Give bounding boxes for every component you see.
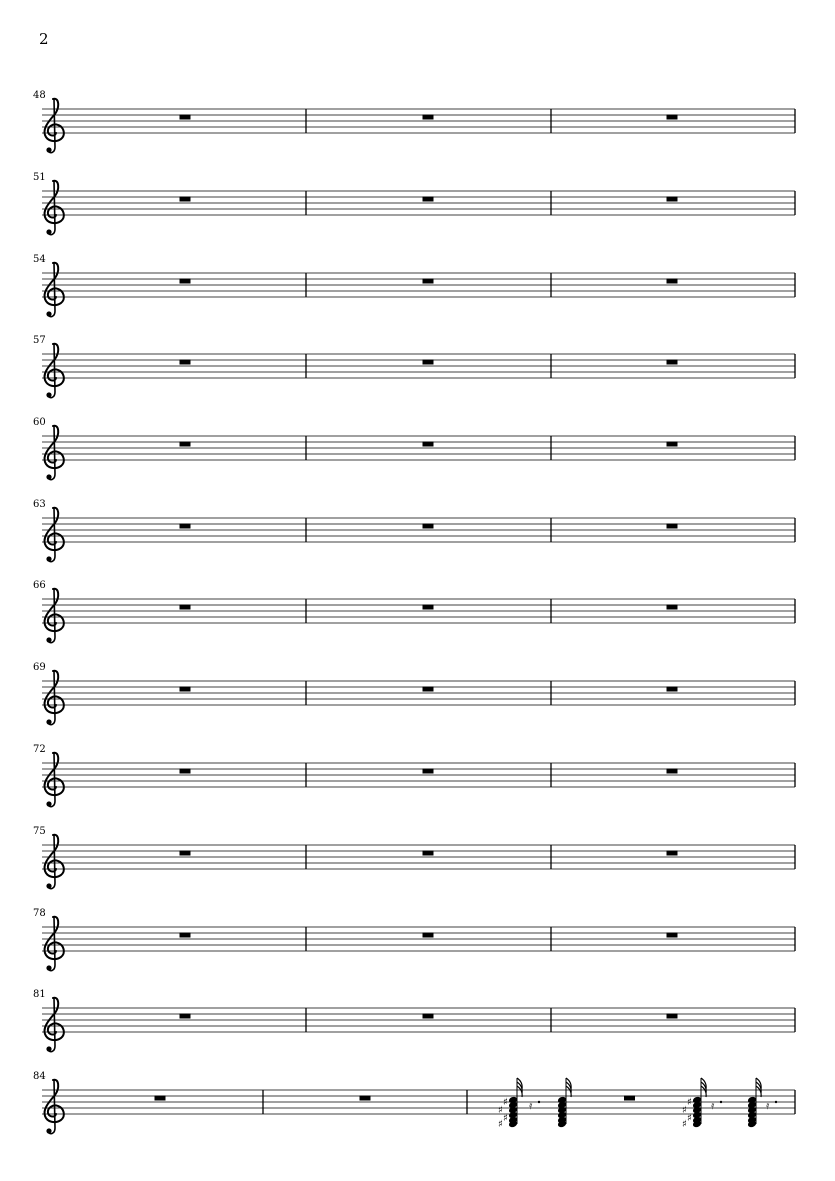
whole-rest [423,524,434,529]
whole-rest [180,197,191,202]
whole-rest [423,851,434,856]
measure-number: 75 [33,826,46,837]
whole-rest [180,605,191,610]
whole-rest [423,605,434,610]
treble-clef-icon [44,998,63,1052]
measure-number: 66 [33,580,46,591]
staff-system [33,826,795,889]
whole-rest [667,1014,678,1019]
treble-clef-icon [44,753,63,807]
whole-rest [180,687,191,692]
chord-group [498,1078,777,1130]
whole-rest [155,1096,166,1101]
treble-clef-icon [44,671,63,725]
whole-rest [423,1014,434,1019]
measure-number: 54 [33,254,46,265]
staff-system [33,989,795,1052]
measure-number: 84 [33,1071,46,1082]
staff-system [33,417,795,480]
treble-clef-icon [44,508,63,562]
staff-system [33,1071,795,1134]
whole-rest [180,524,191,529]
whole-rest [667,442,678,447]
measure-number: 48 [33,90,46,101]
treble-clef-icon [44,426,63,480]
measure-number: 72 [33,744,46,755]
sharp-icon: ♯ [687,1097,692,1108]
page-number: 2 [39,30,49,48]
sharp-icon: ♯ [503,1097,508,1108]
rest-dot [775,1101,777,1103]
whole-rest [180,933,191,938]
treble-clef-icon [44,835,63,889]
whole-rest [180,442,191,447]
whole-rest [667,851,678,856]
whole-rest [180,1014,191,1019]
whole-rest [423,279,434,284]
rest-dot [538,1101,540,1103]
measure-number: 81 [33,989,46,1000]
staff-system [33,172,795,235]
treble-clef-icon [44,1080,63,1134]
whole-rest [667,933,678,938]
whole-rest [667,197,678,202]
whole-rest [667,524,678,529]
sharp-icon: ♯ [498,1119,503,1130]
sixteenth-rest-icon: 𝄿 [711,1099,715,1112]
treble-clef-icon [44,99,63,153]
staff-system [33,580,795,643]
whole-rest [667,115,678,120]
staff-system [33,335,795,398]
sixteenth-rest-icon: 𝄿 [766,1099,770,1112]
staff-system [33,908,795,971]
treble-clef-icon [44,344,63,398]
whole-rest [624,1096,635,1101]
sharp-icon: ♯ [687,1113,692,1124]
staff-system [33,744,795,807]
whole-rest [360,1096,371,1101]
measure-number: 51 [33,172,46,183]
whole-rest [180,360,191,365]
sharp-icon: ♯ [682,1105,687,1116]
whole-rest [180,115,191,120]
staff-system [33,254,795,317]
measure-number: 57 [33,335,46,346]
rest-dot [720,1101,722,1103]
whole-rest [423,197,434,202]
measure-number: 60 [33,417,46,428]
whole-rest [667,687,678,692]
whole-rest [423,442,434,447]
treble-clef-icon [44,589,63,643]
whole-rest [423,687,434,692]
sharp-icon: ♯ [503,1113,508,1124]
sharp-icon: ♯ [498,1105,503,1116]
whole-rest [667,769,678,774]
whole-rest [423,769,434,774]
treble-clef-icon [44,263,63,317]
measure-number: 69 [33,662,46,673]
whole-rest [180,769,191,774]
whole-rest [423,360,434,365]
whole-rest [423,933,434,938]
measure-number: 63 [33,499,46,510]
staff-system [33,662,795,725]
treble-clef-icon [44,181,63,235]
staff-system [33,499,795,562]
treble-clef-icon [44,917,63,971]
sharp-icon: ♯ [682,1119,687,1130]
whole-rest [423,115,434,120]
whole-rest [667,360,678,365]
whole-rest [667,605,678,610]
measure-number: 78 [33,908,46,919]
whole-rest [180,279,191,284]
whole-rest [180,851,191,856]
staff-system [33,90,795,153]
sixteenth-rest-icon: 𝄿 [529,1099,533,1112]
whole-rest [667,279,678,284]
